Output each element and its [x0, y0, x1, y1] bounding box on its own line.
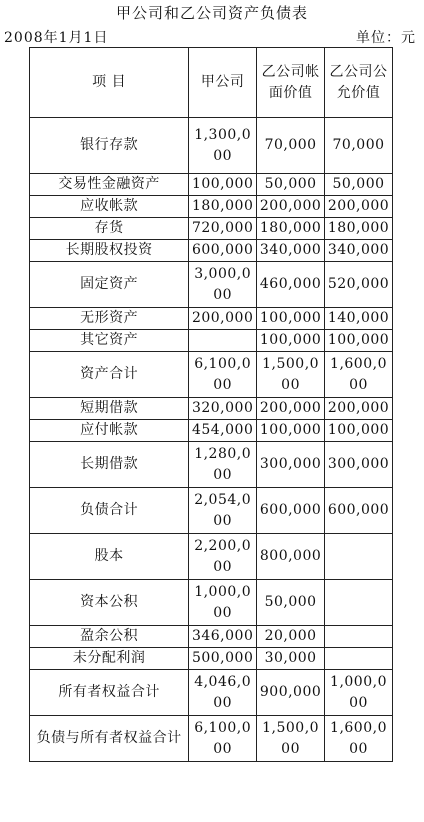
cell-company-b-fair: 100,000 — [325, 420, 393, 442]
row-label: 交易性金融资产 — [30, 174, 189, 196]
report-date: 2008年1月1日 — [4, 30, 109, 46]
cell-company-a: 600,000 — [189, 240, 257, 262]
table-row — [30, 716, 393, 762]
row-label: 资本公积 — [30, 580, 189, 626]
row-label: 应付帐款 — [30, 420, 189, 442]
cell-company-b-fair — [325, 580, 393, 626]
cell-company-b-book: 600,000 — [257, 488, 325, 534]
cell-company-b-book: 50,000 — [257, 580, 325, 626]
cell-company-a: 1,000,000 — [189, 580, 257, 626]
cell-company-b-fair: 180,000 — [325, 218, 393, 240]
cell-company-b-fair: 1,600,000 — [325, 352, 393, 398]
cell-company-b-book: 460,000 — [257, 262, 325, 308]
cell-company-a: 346,000 — [189, 626, 257, 648]
row-label: 所有者权益合计 — [30, 670, 189, 716]
cell-company-b-fair: 340,000 — [325, 240, 393, 262]
row-label: 存货 — [30, 218, 189, 240]
cell-company-b-book: 800,000 — [257, 534, 325, 580]
cell-company-b-book: 180,000 — [257, 218, 325, 240]
table-row — [30, 118, 393, 174]
cell-company-b-fair: 70,000 — [325, 118, 393, 174]
cell-company-b-book: 20,000 — [257, 626, 325, 648]
cell-company-a: 1,280,000 — [189, 442, 257, 488]
cell-company-b-fair: 200,000 — [325, 398, 393, 420]
row-label: 应收帐款 — [30, 196, 189, 218]
cell-company-b-book: 70,000 — [257, 118, 325, 174]
table-body — [30, 118, 393, 762]
column-header-company-b-fair: 乙公司公允价值 — [325, 48, 393, 118]
row-label: 负债与所有者权益合计 — [30, 716, 189, 762]
cell-company-b-book: 50,000 — [257, 174, 325, 196]
row-label: 股本 — [30, 534, 189, 580]
cell-company-b-fair: 50,000 — [325, 174, 393, 196]
table-row — [30, 218, 393, 240]
cell-company-b-fair: 140,000 — [325, 308, 393, 330]
cell-company-a: 2,054,000 — [189, 488, 257, 534]
cell-company-a: 320,000 — [189, 398, 257, 420]
cell-company-a: 180,000 — [189, 196, 257, 218]
cell-company-a: 720,000 — [189, 218, 257, 240]
cell-company-a: 100,000 — [189, 174, 257, 196]
row-label: 短期借款 — [30, 398, 189, 420]
column-header-item: 项 目 — [30, 48, 189, 118]
cell-company-b-fair — [325, 648, 393, 670]
header-row — [30, 48, 393, 118]
row-label: 盈余公积 — [30, 626, 189, 648]
table-title: 甲公司和乙公司资产负债表 — [115, 4, 308, 22]
cell-company-b-book: 340,000 — [257, 240, 325, 262]
cell-company-b-book: 1,500,000 — [257, 352, 325, 398]
table-row — [30, 648, 393, 670]
table-row — [30, 626, 393, 648]
table-row — [30, 308, 393, 330]
table-row — [30, 196, 393, 218]
cell-company-a: 4,046,000 — [189, 670, 257, 716]
row-label: 长期借款 — [30, 442, 189, 488]
cell-company-a: 454,000 — [189, 420, 257, 442]
table-row — [30, 174, 393, 196]
table-row — [30, 398, 393, 420]
row-label: 长期股权投资 — [30, 240, 189, 262]
cell-company-a: 6,100,000 — [189, 352, 257, 398]
table-row — [30, 534, 393, 580]
cell-company-b-book: 100,000 — [257, 420, 325, 442]
cell-company-a: 2,200,000 — [189, 534, 257, 580]
table-row — [30, 442, 393, 488]
table-row — [30, 488, 393, 534]
table-row — [30, 420, 393, 442]
cell-company-b-book: 300,000 — [257, 442, 325, 488]
cell-company-a: 200,000 — [189, 308, 257, 330]
cell-company-b-fair: 200,000 — [325, 196, 393, 218]
row-label: 无形资产 — [30, 308, 189, 330]
cell-company-b-fair: 100,000 — [325, 330, 393, 352]
row-label: 其它资产 — [30, 330, 189, 352]
row-label: 负债合计 — [30, 488, 189, 534]
table-row — [30, 580, 393, 626]
column-header-company-a: 甲公司 — [189, 48, 257, 118]
row-label: 固定资产 — [30, 262, 189, 308]
cell-company-b-fair: 1,000,000 — [325, 670, 393, 716]
table-row — [30, 262, 393, 308]
row-label: 资产合计 — [30, 352, 189, 398]
cell-company-b-fair: 1,600,000 — [325, 716, 393, 762]
row-label: 未分配利润 — [30, 648, 189, 670]
cell-company-a: 6,100,000 — [189, 716, 257, 762]
cell-company-a — [189, 330, 257, 352]
currency-unit: 单位：元 — [356, 30, 416, 46]
cell-company-b-fair: 520,000 — [325, 262, 393, 308]
cell-company-b-book: 1,500,000 — [257, 716, 325, 762]
cell-company-a: 1,300,000 — [189, 118, 257, 174]
table-row — [30, 352, 393, 398]
cell-company-b-fair — [325, 534, 393, 580]
balance-sheet-table — [29, 47, 393, 762]
column-header-company-b-book: 乙公司帐面价值 — [257, 48, 325, 118]
cell-company-b-fair — [325, 626, 393, 648]
cell-company-a: 3,000,000 — [189, 262, 257, 308]
cell-company-b-fair: 300,000 — [325, 442, 393, 488]
table-row — [30, 330, 393, 352]
cell-company-b-book: 100,000 — [257, 330, 325, 352]
table-row — [30, 240, 393, 262]
cell-company-b-book: 30,000 — [257, 648, 325, 670]
cell-company-b-book: 200,000 — [257, 398, 325, 420]
cell-company-b-book: 900,000 — [257, 670, 325, 716]
cell-company-b-book: 200,000 — [257, 196, 325, 218]
table-row — [30, 670, 393, 716]
cell-company-b-book: 100,000 — [257, 308, 325, 330]
cell-company-b-fair: 600,000 — [325, 488, 393, 534]
row-label: 银行存款 — [30, 118, 189, 174]
cell-company-a: 500,000 — [189, 648, 257, 670]
